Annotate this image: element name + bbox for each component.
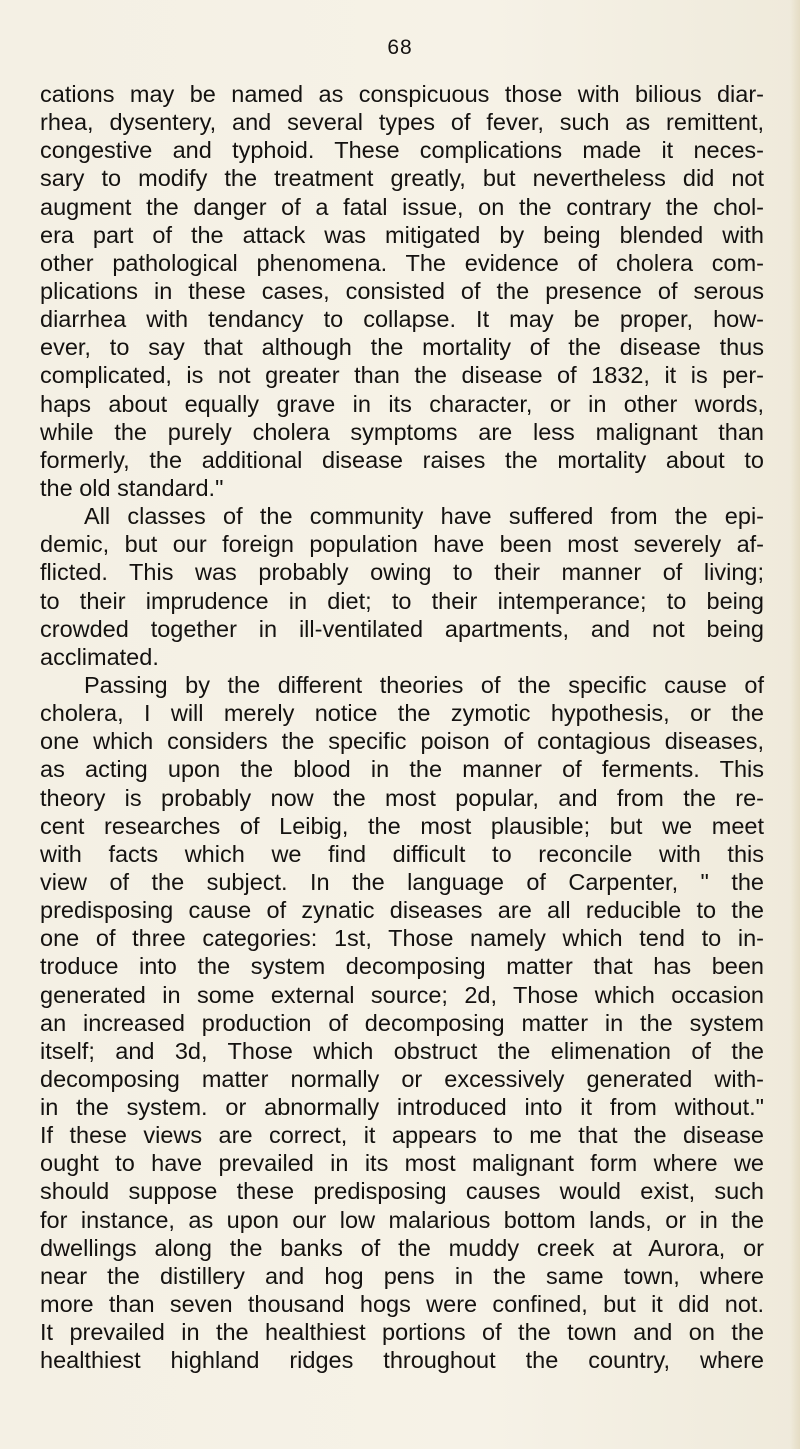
text-line: cholera, I will merely notice the zymotic hypothesis, or the <box>40 700 764 727</box>
text-line: more than seven thousand hogs were confined, but it did not. <box>40 1291 764 1318</box>
text-line: as acting upon the blood in the manner of ferments. This <box>40 756 764 783</box>
text-line: cations may be named as conspicuous those with bilious diar- <box>40 81 764 107</box>
text-line: All classes of the community have suffered from the epi- <box>84 503 764 530</box>
text-line: should suppose these predisposing causes would exist, such <box>40 1178 764 1205</box>
text-line: sary to modify the treatment greatly, but nevertheless did not <box>40 165 764 192</box>
text-line: If these views are correct, it appears to me that the disease <box>40 1122 764 1149</box>
text-line: Passing by the different theories of the specific cause of <box>84 671 764 698</box>
text-line: in the system. or abnormally introduced into it from without." <box>40 1094 764 1121</box>
text-line: flicted. This was probably owing to their manner of living; <box>40 559 764 586</box>
text-line: other pathological phenomena. The evidence of cholera com- <box>40 249 764 276</box>
text-line: era part of the attack was mitigated by being blended with <box>40 221 764 248</box>
text-line: the old standard." <box>40 474 224 501</box>
text-line: itself; and 3d, Those which obstruct the elimenation of the <box>40 1037 764 1064</box>
text-line: It prevailed in the healthiest portions of the town and on the <box>40 1319 764 1346</box>
text-line: with facts which we find difficult to reconcile with this <box>40 840 764 867</box>
text-line: rhea, dysentery, and several types of fever, such as remittent, <box>40 109 764 136</box>
text-line: demic, but our foreign population have been most severely af- <box>40 531 764 558</box>
text-line: cent researches of Leibig, the most plausible; but we meet <box>40 812 764 839</box>
text-line: decomposing matter normally or excessively generated with- <box>40 1065 764 1092</box>
text-line: acclimated. <box>40 643 159 670</box>
text-line: while the purely cholera symptoms are less malignant than <box>40 418 764 445</box>
text-line: complicated, is not greater than the disease of 1832, it is per- <box>40 362 764 389</box>
text-line: formerly, the additional disease raises the mortality about to <box>40 446 764 473</box>
text-line: crowded together in ill-ventilated apartments, and not being <box>40 615 764 642</box>
page-edge <box>790 0 800 1449</box>
text-line: plications in these cases, consisted of the presence of serous <box>40 277 764 304</box>
text-line: augment the danger of a fatal issue, on the contrary the chol- <box>40 193 764 220</box>
page-number: 68 <box>387 36 413 59</box>
text-line: congestive and typhoid. These complications made it neces- <box>40 137 764 164</box>
text-line: an increased production of decomposing matter in the system <box>40 1009 764 1036</box>
text-line: predisposing cause of zynatic diseases are all reducible to the <box>40 897 764 924</box>
text-line: dwellings along the banks of the muddy creek at Aurora, or <box>40 1234 764 1261</box>
text-line: haps about equally grave in its character, or in other words, <box>40 390 764 417</box>
text-line: healthiest highland ridges throughout the country, where <box>40 1347 764 1374</box>
text-line: view of the subject. In the language of Carpenter, " the <box>40 868 764 895</box>
text-line: one which considers the specific poison of contagious diseases, <box>40 728 764 755</box>
text-line: troduce into the system decomposing matter that has been <box>40 953 764 980</box>
text-line: one of three categories: 1st, Those namely which tend to in- <box>40 925 764 952</box>
text-line: diarrhea with tendancy to collapse. It may be proper, how- <box>40 306 764 333</box>
text-line: for instance, as upon our low malarious bottom lands, or in the <box>40 1206 764 1233</box>
text-line: theory is probably now the most popular, and from the re- <box>40 784 764 811</box>
text-line: generated in some external source; 2d, Those which occasion <box>40 981 764 1008</box>
text-line: ought to have prevailed in its most malignant form where we <box>40 1150 764 1177</box>
body-text <box>40 80 764 1374</box>
text-line: ever, to say that although the mortality of the disease thus <box>40 334 764 361</box>
text-line: near the distillery and hog pens in the same town, where <box>40 1262 764 1289</box>
text-line: to their imprudence in diet; to their intemperance; to being <box>40 587 764 614</box>
